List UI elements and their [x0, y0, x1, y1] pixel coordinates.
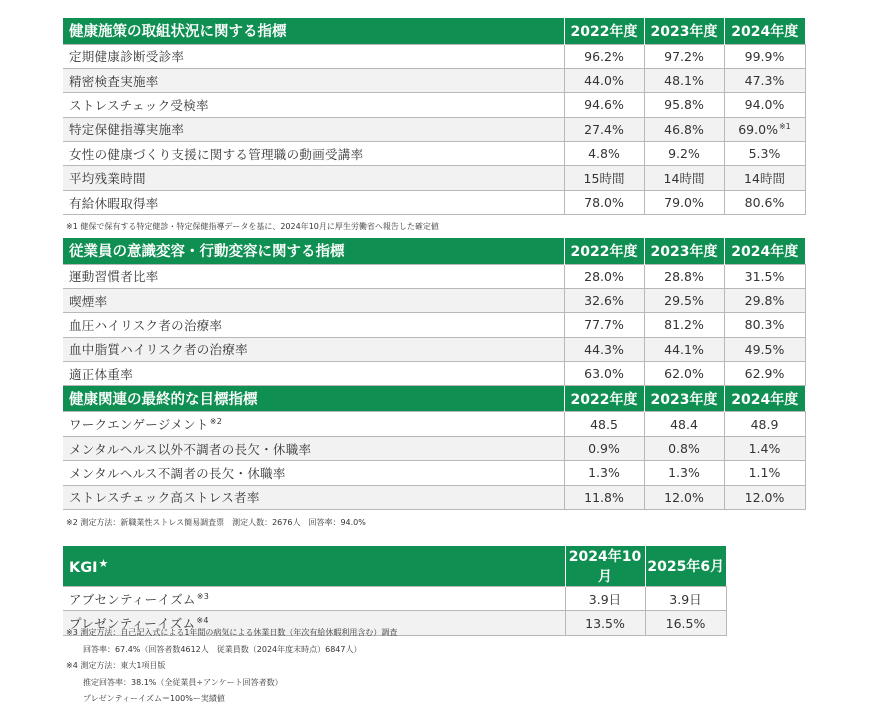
cell-value: 77.7% [564, 313, 644, 337]
table-row [63, 313, 805, 337]
row-label: 女性の健康づくり支援に関する管理職の動画受講率 [63, 142, 564, 166]
table-row [63, 288, 805, 312]
cell-value: 15時間 [564, 166, 644, 190]
cell-value: 79.0% [644, 190, 724, 214]
table-row [63, 587, 726, 611]
cell-value: 9.2% [644, 142, 724, 166]
footnote-marker: ※4 [196, 616, 209, 626]
table-title: 健康関連の最終的な目標指標 [63, 386, 564, 412]
row-label: 血中脂質ハイリスク者の治療率 [63, 337, 564, 361]
table-row [63, 412, 805, 436]
row-label: アブセンティーイズム [69, 591, 196, 607]
col-2024: 2024年度 [724, 238, 805, 264]
table-row [63, 461, 805, 485]
cell-value: 48.5 [564, 412, 644, 436]
cell-value: 44.3% [564, 337, 644, 361]
cell-value: 13.5% [565, 611, 645, 635]
row-label: 喫煙率 [63, 288, 564, 312]
cell-value: 47.3% [724, 68, 805, 92]
table-row [63, 485, 805, 509]
row-label: ワークエンゲージメント [69, 417, 209, 433]
table-row [63, 190, 805, 214]
table-row [63, 117, 805, 141]
col-2022: 2022年度 [564, 238, 644, 264]
footnote-3: ※3 測定方法：自己記入式による1年間の病気による休業日数（年次有給休暇利用含む）調査 [66, 628, 398, 637]
table-title: 健康施策の取組状況に関する指標 [63, 18, 564, 44]
cell-value: 11.8% [564, 485, 644, 509]
cell-value: 5.3% [724, 142, 805, 166]
health-initiatives-table [63, 18, 806, 215]
cell-value: 46.8% [644, 117, 724, 141]
col-2023: 2023年度 [644, 386, 724, 412]
footnote-3-detail: 回答率：67.4%（回答者数4612人 従業員数（2024年度末時点）6847人） [83, 645, 362, 654]
table-row [63, 362, 805, 386]
cell-value: 44.0% [564, 68, 644, 92]
cell-value: 48.1% [644, 68, 724, 92]
footnote-marker: ※1 [778, 121, 791, 131]
table-row [63, 264, 805, 288]
kgi-title [63, 546, 565, 587]
col-2023: 2023年度 [644, 18, 724, 44]
cell-value: 63.0% [564, 362, 644, 386]
row-label: ストレスチェック高ストレス者率 [63, 485, 564, 509]
footnote-2: ※2 測定方法：新職業性ストレス簡易調査票 測定人数：2676人 回答率：94.0% [66, 518, 366, 527]
behavior-change-table [63, 238, 806, 510]
col-2023: 2023年度 [644, 238, 724, 264]
cell-value: 29.5% [644, 288, 724, 312]
cell-value: 16.5% [645, 611, 726, 635]
cell-value: 1.4% [724, 436, 805, 460]
table-header [63, 546, 726, 587]
footnote-4-formula: プレゼンティーイズム＝100%ー実績値 [83, 694, 225, 703]
table-header [63, 238, 805, 264]
cell-value: 12.0% [724, 485, 805, 509]
col-2022: 2022年度 [564, 386, 644, 412]
footnote-1: ※1 健保で保有する特定健診・特定保健指導データを基に、2024年10月に厚生労働省へ報告した確定値 [66, 222, 439, 231]
footnote-marker: ※2 [209, 417, 223, 427]
cell-value: 0.8% [644, 436, 724, 460]
cell-value: 28.8% [644, 264, 724, 288]
row-label: メンタルヘルス以外不調者の長欠・休職率 [63, 436, 564, 460]
footnote-4: ※4 測定方法：東大1項目版 [66, 661, 166, 670]
cell-value: 96.2% [564, 44, 644, 68]
row-label: 定期健康診断受診率 [63, 44, 564, 68]
col-2025-jun: 2025年6月 [645, 546, 726, 587]
table-row [63, 166, 805, 190]
cell-value: 44.1% [644, 337, 724, 361]
table-row [63, 142, 805, 166]
cell-value: 94.0% [724, 93, 805, 117]
col-2024-oct: 2024年10月 [565, 546, 645, 587]
col-2024: 2024年度 [724, 18, 805, 44]
cell-value: 27.4% [564, 117, 644, 141]
cell-value: 31.5% [724, 264, 805, 288]
row-label: 血圧ハイリスク者の治療率 [63, 313, 564, 337]
row-label: 平均残業時間 [63, 166, 564, 190]
cell-value: 3.9日 [565, 587, 645, 611]
row-label: 適正体重率 [63, 362, 564, 386]
cell-value: 28.0% [564, 264, 644, 288]
cell-value: 1.3% [564, 461, 644, 485]
footnote-marker: ※3 [196, 591, 210, 601]
cell-value: 95.8% [644, 93, 724, 117]
row-label: 精密検査実施率 [63, 68, 564, 92]
cell-value: 80.6% [724, 190, 805, 214]
row-label-with-note [63, 587, 565, 611]
table-row [63, 337, 805, 361]
row-label: 特定保健指導実施率 [63, 117, 564, 141]
cell-value-with-note [724, 117, 805, 141]
cell-value: 62.0% [644, 362, 724, 386]
star-icon: ★ [98, 556, 109, 570]
footnote-4-detail: 推定回答率：38.1%（全従業員÷アンケート回答者数） [83, 678, 283, 687]
cell-value: 78.0% [564, 190, 644, 214]
col-2024: 2024年度 [724, 386, 805, 412]
cell-value: 80.3% [724, 313, 805, 337]
row-label: ストレスチェック受検率 [63, 93, 564, 117]
cell-value: 69.0% [738, 121, 778, 137]
table-row [63, 436, 805, 460]
cell-value: 62.9% [724, 362, 805, 386]
cell-value: 49.5% [724, 337, 805, 361]
cell-value: 1.1% [724, 461, 805, 485]
cell-value: 1.3% [644, 461, 724, 485]
cell-value: 29.8% [724, 288, 805, 312]
table-row [63, 68, 805, 92]
row-label-with-note [63, 412, 564, 436]
table-title: KGI [69, 559, 98, 576]
cell-value: 12.0% [644, 485, 724, 509]
row-label: メンタルヘルス不調者の長欠・休職率 [63, 461, 564, 485]
cell-value: 97.2% [644, 44, 724, 68]
row-label: プレゼンティーイズム [69, 616, 196, 632]
row-label: 有給休暇取得率 [63, 190, 564, 214]
cell-value: 48.4 [644, 412, 724, 436]
table-title: 従業員の意識変容・行動変容に関する指標 [63, 238, 564, 264]
kgi-table [63, 546, 727, 636]
table-row [63, 44, 805, 68]
cell-value: 99.9% [724, 44, 805, 68]
cell-value: 48.9 [724, 412, 805, 436]
cell-value: 0.9% [564, 436, 644, 460]
cell-value: 32.6% [564, 288, 644, 312]
cell-value: 3.9日 [645, 587, 726, 611]
col-2022: 2022年度 [564, 18, 644, 44]
table-header [63, 18, 805, 44]
cell-value: 4.8% [564, 142, 644, 166]
cell-value: 94.6% [564, 93, 644, 117]
cell-value: 14時間 [724, 166, 805, 190]
table-header [63, 386, 805, 412]
row-label: 運動習慣者比率 [63, 264, 564, 288]
cell-value: 81.2% [644, 313, 724, 337]
table-row [63, 93, 805, 117]
cell-value: 14時間 [644, 166, 724, 190]
